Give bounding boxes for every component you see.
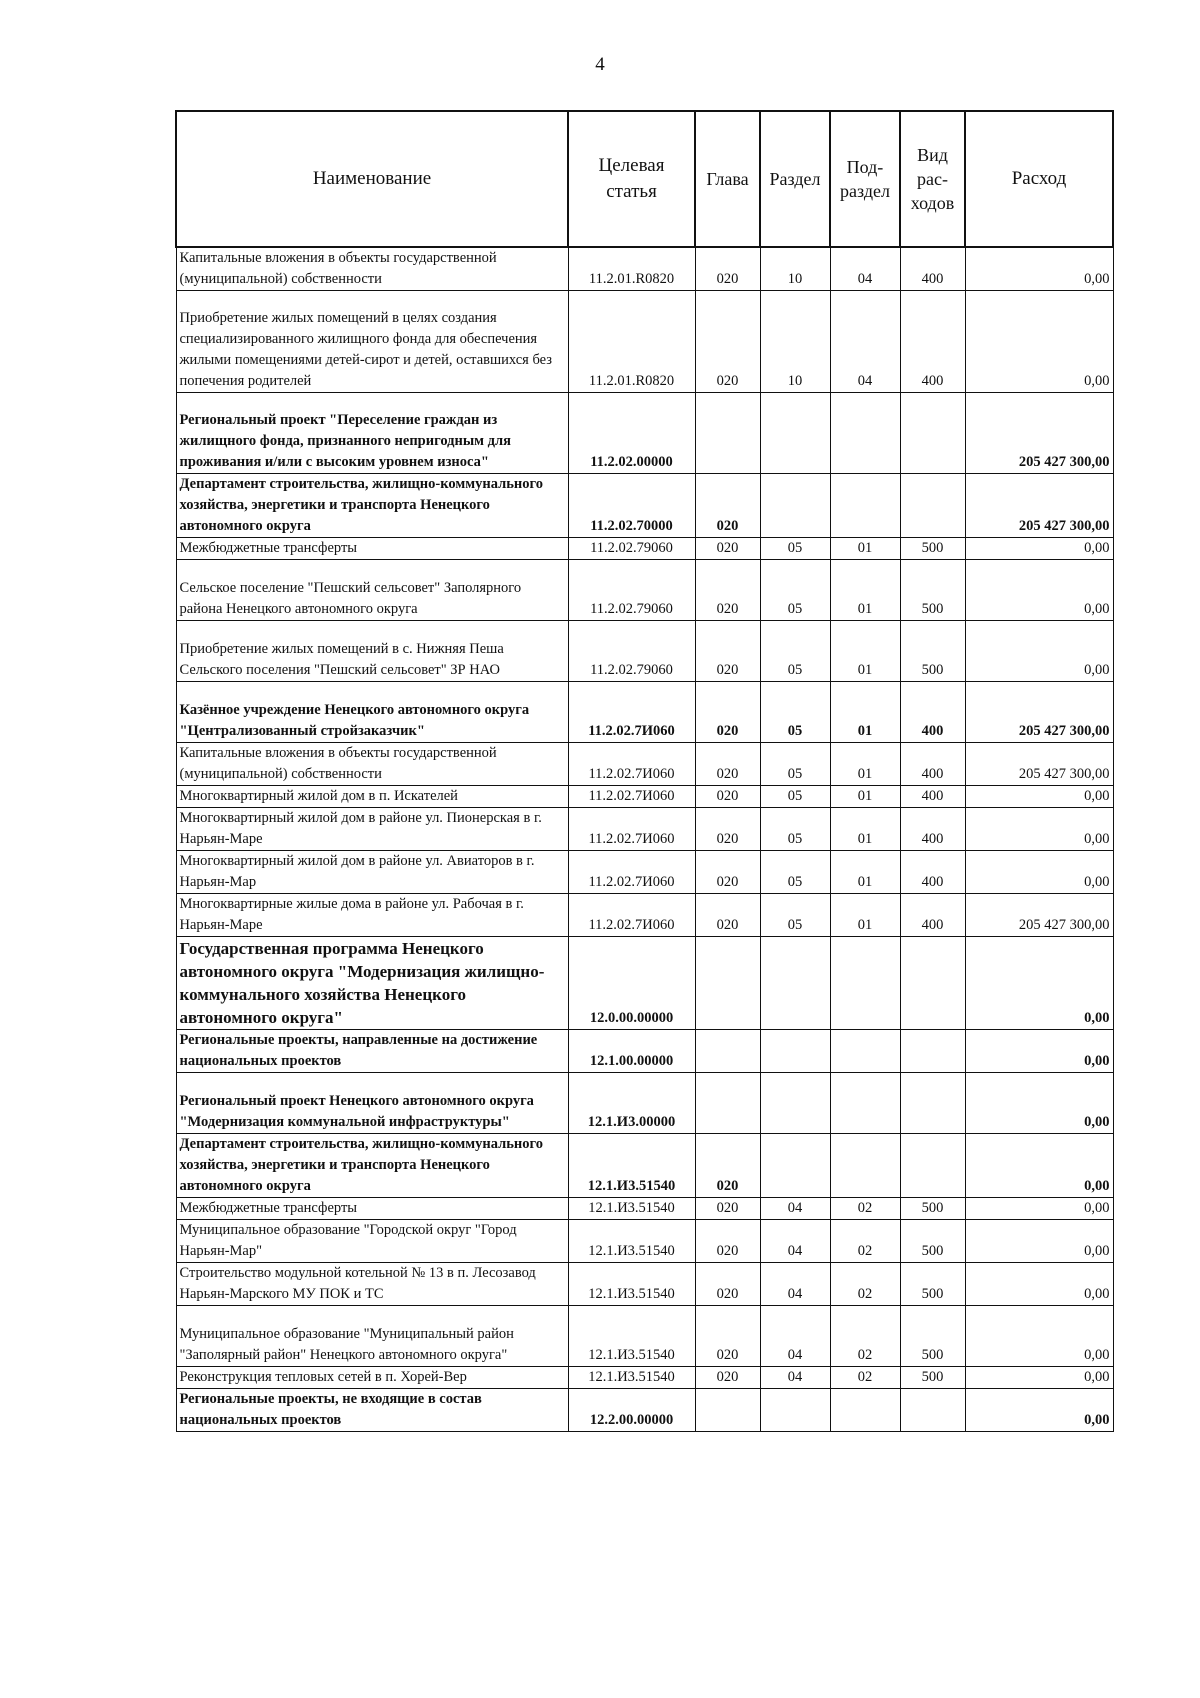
- row-razdel: [760, 937, 830, 1030]
- row-vid-rashodov: [900, 1134, 965, 1198]
- row-amount: 205 427 300,00: [965, 682, 1113, 743]
- row-razdel: [760, 1030, 830, 1073]
- row-razdel: 05: [760, 743, 830, 786]
- row-podrazdel: 01: [830, 743, 900, 786]
- row-glava: 020: [695, 808, 760, 851]
- table-row: [176, 1220, 1113, 1263]
- row-glava: 020: [695, 1134, 760, 1198]
- row-vid-rashodov: 400: [900, 291, 965, 393]
- table-row: [176, 1073, 1113, 1134]
- row-name: Приобретение жилых помещений в целях создания специализированного жилищного фонда для обеспечения жилыми помещениями детей-сирот и детей, оставшихся без попечения родителей: [176, 291, 568, 393]
- row-podrazdel: 02: [830, 1263, 900, 1306]
- row-vid-rashodov: 400: [900, 682, 965, 743]
- row-glava: [695, 1073, 760, 1134]
- row-vid-rashodov: 500: [900, 1263, 965, 1306]
- row-podrazdel: [830, 474, 900, 538]
- row-glava: 020: [695, 291, 760, 393]
- row-glava: 020: [695, 1263, 760, 1306]
- row-name: Межбюджетные трансферты: [176, 1198, 568, 1220]
- row-razdel: [760, 1389, 830, 1432]
- row-name: Региональные проекты, направленные на достижение национальных проектов: [176, 1030, 568, 1073]
- row-amount: 0,00: [965, 1198, 1113, 1220]
- row-podrazdel: 01: [830, 621, 900, 682]
- row-amount: 0,00: [965, 1389, 1113, 1432]
- row-razdel: 05: [760, 894, 830, 937]
- row-razdel: 05: [760, 682, 830, 743]
- row-target-article: 12.1.И3.00000: [568, 1073, 695, 1134]
- row-target-article: 11.2.02.7И060: [568, 743, 695, 786]
- row-podrazdel: 01: [830, 560, 900, 621]
- row-vid-rashodov: 500: [900, 538, 965, 560]
- table-row: [176, 1198, 1113, 1220]
- row-razdel: 10: [760, 291, 830, 393]
- row-podrazdel: 01: [830, 851, 900, 894]
- row-amount: 0,00: [965, 1030, 1113, 1073]
- row-target-article: 12.1.00.00000: [568, 1030, 695, 1073]
- row-glava: [695, 937, 760, 1030]
- row-amount: 0,00: [965, 851, 1113, 894]
- row-amount: 0,00: [965, 1306, 1113, 1367]
- table-row: [176, 851, 1113, 894]
- row-name: Департамент строительства, жилищно-коммунального хозяйства, энергетики и транспорта Ненецкого автономного округа: [176, 474, 568, 538]
- row-target-article: 11.2.02.79060: [568, 560, 695, 621]
- row-vid-rashodov: 400: [900, 247, 965, 291]
- row-vid-rashodov: [900, 474, 965, 538]
- row-razdel: 05: [760, 808, 830, 851]
- row-vid-rashodov: 500: [900, 1367, 965, 1389]
- row-target-article: 11.2.02.79060: [568, 621, 695, 682]
- header-target-article: Целевая статья: [568, 111, 695, 247]
- row-vid-rashodov: 500: [900, 1198, 965, 1220]
- row-razdel: 04: [760, 1306, 830, 1367]
- header-name: Наименование: [176, 111, 568, 247]
- row-glava: [695, 1030, 760, 1073]
- row-amount: 205 427 300,00: [965, 393, 1113, 474]
- row-name: Реконструкция тепловых сетей в п. Хорей-Вер: [176, 1367, 568, 1389]
- row-target-article: 12.2.00.00000: [568, 1389, 695, 1432]
- row-target-article: 11.2.02.79060: [568, 538, 695, 560]
- row-target-article: 12.1.И3.51540: [568, 1198, 695, 1220]
- row-target-article: 11.2.01.R0820: [568, 247, 695, 291]
- row-glava: 020: [695, 560, 760, 621]
- row-razdel: [760, 1134, 830, 1198]
- row-podrazdel: 01: [830, 682, 900, 743]
- table-row: [176, 393, 1113, 474]
- row-amount: 0,00: [965, 247, 1113, 291]
- table-body: [176, 247, 1113, 1432]
- table-header-row: [176, 111, 1113, 247]
- row-razdel: 05: [760, 786, 830, 808]
- row-amount: 205 427 300,00: [965, 743, 1113, 786]
- row-podrazdel: 02: [830, 1220, 900, 1263]
- row-target-article: 11.2.02.00000: [568, 393, 695, 474]
- row-target-article: 12.0.00.00000: [568, 937, 695, 1030]
- row-glava: 020: [695, 1306, 760, 1367]
- row-amount: 205 427 300,00: [965, 474, 1113, 538]
- row-target-article: 12.1.И3.51540: [568, 1263, 695, 1306]
- row-name: Региональные проекты, не входящие в состав национальных проектов: [176, 1389, 568, 1432]
- table-row: [176, 474, 1113, 538]
- row-target-article: 11.2.02.70000: [568, 474, 695, 538]
- row-glava: 020: [695, 474, 760, 538]
- row-vid-rashodov: 400: [900, 894, 965, 937]
- row-glava: 020: [695, 538, 760, 560]
- row-razdel: 05: [760, 560, 830, 621]
- row-podrazdel: 01: [830, 894, 900, 937]
- page-number: 4: [595, 54, 605, 75]
- row-glava: 020: [695, 1220, 760, 1263]
- row-name: Многоквартирный жилой дом в районе ул. Авиаторов в г. Нарьян-Мар: [176, 851, 568, 894]
- row-podrazdel: 04: [830, 291, 900, 393]
- row-name: Многоквартирный жилой дом в п. Искателей: [176, 786, 568, 808]
- table-row: [176, 1134, 1113, 1198]
- row-amount: 0,00: [965, 1073, 1113, 1134]
- row-glava: 020: [695, 1198, 760, 1220]
- row-razdel: 04: [760, 1220, 830, 1263]
- row-name: Многоквартирный жилой дом в районе ул. Пионерская в г. Нарьян-Маре: [176, 808, 568, 851]
- row-name: Департамент строительства, жилищно-коммунального хозяйства, энергетики и транспорта Ненецкого автономного округа: [176, 1134, 568, 1198]
- row-amount: 0,00: [965, 1134, 1113, 1198]
- row-name: Сельское поселение "Пешский сельсовет" Заполярного района Ненецкого автономного округа: [176, 560, 568, 621]
- row-name: Государственная программа Ненецкого автономного округа "Модернизация жилищно-коммунального хозяйства Ненецкого автономного округа": [176, 937, 568, 1030]
- row-podrazdel: [830, 937, 900, 1030]
- row-name: Муниципальное образование "Городской округ "Город Нарьян-Мар": [176, 1220, 568, 1263]
- row-name: Региональный проект Ненецкого автономного округа "Модернизация коммунальной инфраструктуры": [176, 1073, 568, 1134]
- row-podrazdel: 01: [830, 538, 900, 560]
- row-vid-rashodov: 400: [900, 851, 965, 894]
- row-name: Межбюджетные трансферты: [176, 538, 568, 560]
- header-vid-rashodov: Вид рас- ходов: [900, 111, 965, 247]
- table-row: [176, 743, 1113, 786]
- row-glava: 020: [695, 786, 760, 808]
- header-razdel: Раздел: [760, 111, 830, 247]
- row-amount: 0,00: [965, 621, 1113, 682]
- row-vid-rashodov: 500: [900, 560, 965, 621]
- row-name: Капитальные вложения в объекты государственной (муниципальной) собственности: [176, 247, 568, 291]
- row-razdel: 04: [760, 1367, 830, 1389]
- row-name: Строительство модульной котельной № 13 в п. Лесозавод Нарьян-Марского МУ ПОК и ТС: [176, 1263, 568, 1306]
- row-glava: [695, 1389, 760, 1432]
- row-podrazdel: 01: [830, 808, 900, 851]
- table-row: [176, 937, 1113, 1030]
- table-row: [176, 786, 1113, 808]
- row-podrazdel: 04: [830, 247, 900, 291]
- row-glava: 020: [695, 743, 760, 786]
- table-row: [176, 538, 1113, 560]
- table-row: [176, 560, 1113, 621]
- row-vid-rashodov: 500: [900, 1306, 965, 1367]
- row-razdel: 05: [760, 538, 830, 560]
- row-name: Муниципальное образование "Муниципальный район "Заполярный район" Ненецкого автономного округа": [176, 1306, 568, 1367]
- row-vid-rashodov: [900, 1073, 965, 1134]
- row-amount: 0,00: [965, 937, 1113, 1030]
- row-glava: 020: [695, 851, 760, 894]
- row-amount: 0,00: [965, 560, 1113, 621]
- row-target-article: 12.1.И3.51540: [568, 1367, 695, 1389]
- row-razdel: 10: [760, 247, 830, 291]
- row-razdel: [760, 1073, 830, 1134]
- row-glava: 020: [695, 247, 760, 291]
- row-target-article: 12.1.И3.51540: [568, 1134, 695, 1198]
- row-name: Капитальные вложения в объекты государственной (муниципальной) собственности: [176, 743, 568, 786]
- header-rashod: Расход: [965, 111, 1113, 247]
- row-target-article: 11.2.02.7И060: [568, 786, 695, 808]
- row-podrazdel: [830, 393, 900, 474]
- row-amount: 0,00: [965, 786, 1113, 808]
- row-target-article: 12.1.И3.51540: [568, 1306, 695, 1367]
- row-glava: 020: [695, 621, 760, 682]
- budget-table: [175, 110, 1114, 1432]
- row-amount: 0,00: [965, 1367, 1113, 1389]
- row-vid-rashodov: 500: [900, 1220, 965, 1263]
- row-podrazdel: 02: [830, 1367, 900, 1389]
- table-row: [176, 894, 1113, 937]
- row-vid-rashodov: 400: [900, 743, 965, 786]
- row-name: Казённое учреждение Ненецкого автономного округа "Централизованный стройзаказчик": [176, 682, 568, 743]
- table-row: [176, 291, 1113, 393]
- row-razdel: 04: [760, 1198, 830, 1220]
- row-podrazdel: [830, 1030, 900, 1073]
- row-razdel: 04: [760, 1263, 830, 1306]
- row-vid-rashodov: 400: [900, 786, 965, 808]
- row-vid-rashodov: [900, 1030, 965, 1073]
- row-podrazdel: [830, 1389, 900, 1432]
- row-glava: 020: [695, 682, 760, 743]
- row-vid-rashodov: [900, 1389, 965, 1432]
- row-vid-rashodov: [900, 393, 965, 474]
- row-name: Региональный проект "Переселение граждан из жилищного фонда, признанного непригодным для проживания и/или с высоким уровнем износа": [176, 393, 568, 474]
- header-podrazdel: Под- раздел: [830, 111, 900, 247]
- row-glava: 020: [695, 894, 760, 937]
- row-amount: 0,00: [965, 291, 1113, 393]
- row-target-article: 11.2.01.R0820: [568, 291, 695, 393]
- row-razdel: 05: [760, 621, 830, 682]
- table-row: [176, 1367, 1113, 1389]
- table-row: [176, 1263, 1113, 1306]
- row-vid-rashodov: 500: [900, 621, 965, 682]
- row-glava: 020: [695, 1367, 760, 1389]
- row-amount: 0,00: [965, 538, 1113, 560]
- row-glava: [695, 393, 760, 474]
- table-row: [176, 1306, 1113, 1367]
- row-podrazdel: 02: [830, 1306, 900, 1367]
- row-razdel: 05: [760, 851, 830, 894]
- table-row: [176, 1389, 1113, 1432]
- row-name: Приобретение жилых помещений в с. Нижняя Пеша Сельского поселения "Пешский сельсовет" ЗР НАО: [176, 621, 568, 682]
- row-podrazdel: 02: [830, 1198, 900, 1220]
- row-podrazdel: [830, 1134, 900, 1198]
- table-row: [176, 247, 1113, 291]
- header-glava: Глава: [695, 111, 760, 247]
- row-vid-rashodov: [900, 937, 965, 1030]
- row-target-article: 12.1.И3.51540: [568, 1220, 695, 1263]
- row-target-article: 11.2.02.7И060: [568, 808, 695, 851]
- row-razdel: [760, 393, 830, 474]
- table-row: [176, 1030, 1113, 1073]
- row-target-article: 11.2.02.7И060: [568, 894, 695, 937]
- row-podrazdel: [830, 1073, 900, 1134]
- row-amount: 0,00: [965, 1220, 1113, 1263]
- row-amount: 0,00: [965, 1263, 1113, 1306]
- row-razdel: [760, 474, 830, 538]
- row-target-article: 11.2.02.7И060: [568, 851, 695, 894]
- row-amount: 205 427 300,00: [965, 894, 1113, 937]
- table-row: [176, 621, 1113, 682]
- row-vid-rashodov: 400: [900, 808, 965, 851]
- row-podrazdel: 01: [830, 786, 900, 808]
- table-row: [176, 682, 1113, 743]
- row-amount: 0,00: [965, 808, 1113, 851]
- table-row: [176, 808, 1113, 851]
- row-name: Многоквартирные жилые дома в районе ул. Рабочая в г. Нарьян-Маре: [176, 894, 568, 937]
- row-target-article: 11.2.02.7И060: [568, 682, 695, 743]
